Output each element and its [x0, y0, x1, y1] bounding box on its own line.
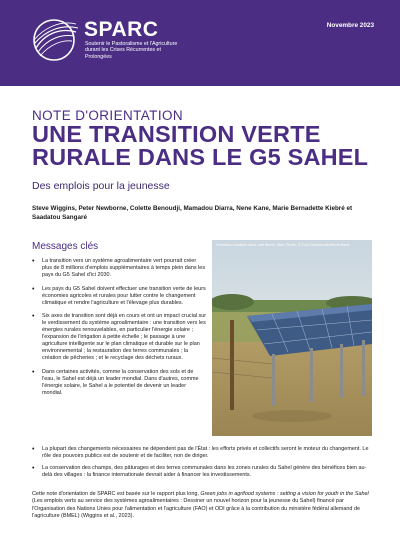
page-subtitle: Des emplois pour la jeunesse [32, 180, 170, 192]
list-item: • Les pays du G5 Sahel doivent effectuer une transition verte de leurs économies agricoles et rurales pour lutter contre le changement climatique et rendre l'agriculture et l'élevage plus durables. [32, 286, 207, 307]
key-messages-heading: Messages clés [32, 241, 99, 252]
authors-list: Steve Wiggins, Peter Newborne, Colette Benoudji, Mamadou Diarra, Nene Kane, Marie Bernadette Kiebré et Saadatou Sangaré [32, 205, 353, 221]
source-note [32, 491, 376, 520]
publication-date: Novembre 2023 [326, 22, 374, 29]
key-messages-list [32, 258, 207, 403]
list-item: • Dans certaines activités, comme la conservation des sols et de l'eau, le Sahel est déjà un leader mondial. Dans d'autres, comme l'énergie solaire, le Sahel a le potentiel de devenir un leader mondial. [32, 369, 207, 397]
brand-tagline: Soutenir le Pastoralisme et l'Agriculture durant les Crises Récurrentes et Prolongées [85, 41, 178, 60]
key-messages-list-wide [32, 446, 372, 484]
solar-panels-image [212, 240, 372, 436]
brand-name: SPARC [84, 18, 159, 41]
list-item: • La conservation des champs, des pâturages et des terres communales dans les zones rurales du Sahel génère des bénéfices bien au-delà des villages : la finance internationale devrait aider à financer les investissements. [32, 465, 372, 479]
solar-farm-photo [212, 240, 372, 436]
source-note-text-rest: (Les emplois verts au service des systèmes agroalimentaires : Dessiner un nouvel horizon pour la jeunesse du Sahel) financé par l'Organisation des Nations Unies pour l'alimentation et l'agriculture (FAO) et ODI grâce à la contribution du ministère fédéral allemand de l'agriculture (BMEL) (Wiggins et al., 2023). [32, 498, 361, 519]
header-band [0, 0, 400, 86]
list-item: • Six axes de transition sont déjà en cours et ont un impact crucial sur le verdissement du système agroalimentaire : une transition vers les énergies rurales renouvelables, en particulier l'énergie solaire ; l'expansion de l'irrigation à petite échelle ; le passage à une agriculture intelligente sur le plan climatique et durable sur le plan environnemental ; la restauration des terres communales ; la création de pêcheries ; et le recyclage des déchets ruraux. [32, 313, 207, 362]
photo-caption: Panneaux solaires dans une ferme, Mali. Photo: © Curt Carnemark/World Bank [216, 243, 350, 247]
list-item: • La transition vers un système agroalimentaire vert pourrait créer plus de 8 millions d'emplois supplémentaires à temps plein dans les pays du G5 Sahel d'ici 2030. [32, 258, 207, 279]
document-type-label: NOTE D'ORIENTATION [32, 108, 184, 123]
page-title: UNE TRANSITION VERTE RURALE DANS LE G5 SAHEL [32, 121, 369, 170]
list-item: • La plupart des changements nécessaires ne dépendent pas de l'État : les efforts privés et collectifs seront le moteur du changement. Le rôle des pouvoirs publics est de soutenir et de faciliter, non de diriger. [32, 446, 372, 460]
source-note-text: Cette note d'orientation de SPARC est basée sur le rapport plus long, [32, 491, 201, 497]
source-report-title: Green jobs in agrifood systems : setting a vision for youth in the Sahel [200, 491, 369, 497]
sparc-logo-icon [28, 18, 82, 62]
